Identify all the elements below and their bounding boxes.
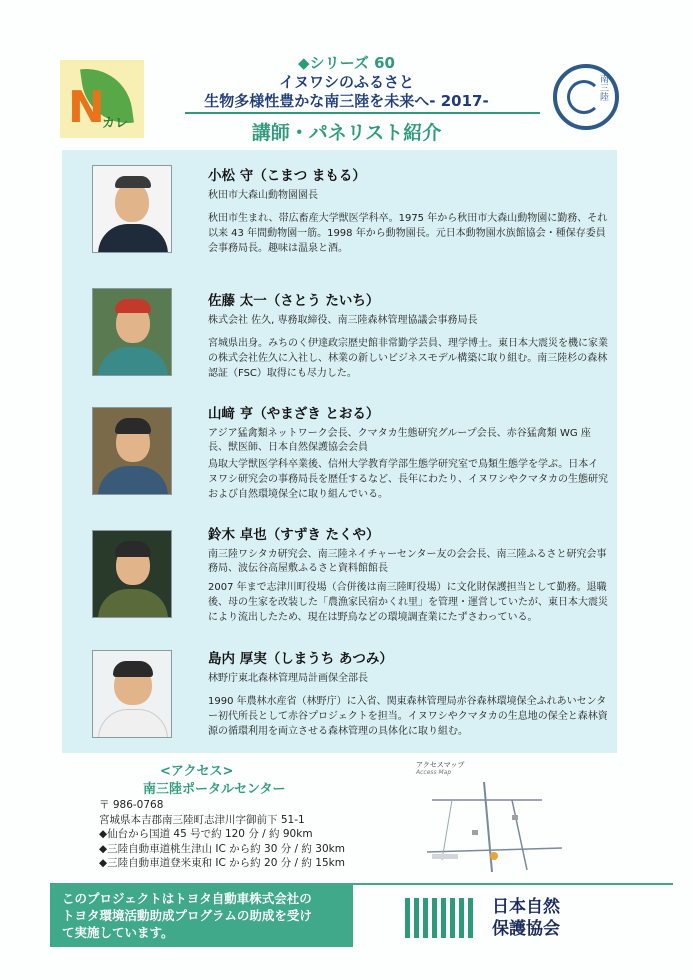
- series-label: [0, 52, 693, 73]
- address: 宮城県本吉郡南三陸町志津川字御前下 51-1: [99, 813, 305, 826]
- title-divider: [185, 112, 540, 114]
- nacs-logo-bars: [405, 898, 485, 938]
- speaker-title: アジア猛禽類ネットワーク会長、クマタカ生態研究グループ会長、赤谷猛禽類 WG 座長、獣医師、日本自然保護協会会員: [208, 428, 591, 453]
- speaker-title: 株式会社 佐久, 専務取締役、南三陸森林管理協議会事務局長: [208, 315, 478, 326]
- series-text: シリーズ 60: [309, 54, 395, 72]
- route-line: ◆三陸自動車道登米東和 IC から約 20 分 / 約 15km: [99, 857, 345, 869]
- section-title: 講師・パネリスト紹介: [251, 122, 442, 144]
- speaker-name: 鈴木 卓也（すずき たくや）: [208, 527, 380, 543]
- speaker-bio: 鳥取大学獣医学科卒業後、信州大学教育学部生態学研究室で鳥類生態学を学ぶ。日本イヌワシ研究会の事務局長を歴任するなど、長年にわたり、イヌワシやクマタカの生態研究および自然環境保全に取り組んでいる。: [208, 459, 608, 500]
- sponsor-line: トヨタ環境活動助成プログラムの助成を受け: [62, 908, 312, 923]
- speaker-title: 林野庁東北森林管理局計画保全部長: [208, 673, 368, 684]
- sponsor-line: て実施しています。: [62, 925, 174, 940]
- diamond-icon: ◆: [298, 54, 310, 72]
- sponsor-line: このプロジェクトはトヨタ自動車株式会社の: [62, 891, 312, 906]
- speaker-title: 南三陸ワシタカ研究会、南三陸ネイチャーセンター友の会会長、南三陸ふるさと研究会事務局、波伝谷高屋敷ふるさと資料館館長: [208, 549, 607, 574]
- sponsor-text: [62, 890, 352, 941]
- postal-code: 〒 986-0768: [99, 799, 164, 811]
- speaker-name: 小松 守（こまつ まもる）: [208, 168, 366, 184]
- title-line-1: イヌワシのふるさと: [278, 73, 414, 91]
- partner-logo-text: 南三陸: [598, 74, 608, 101]
- org-name-line: 日本自然: [492, 897, 560, 917]
- speaker-bio: 2007 年まで志津川町役場（合併後は南三陸町役場）に文化財保護担当として勤務。退職後、母の生家を改装した「農漁家民宿かくれ里」を管理・運営していたが、東日本大震災により流出したため、現在は野鳥などの環境調査業にたずさわっている。: [208, 582, 608, 623]
- speaker-bio: 秋田市生まれ、帯広畜産大学獣医学科卒。1975 年から秋田市大森山動物園に勤務、それ以来 43 年間動物園一筋。1998 年から動物園長。元日本動物園水族館協会・種保存委員会事務局長。趣味は温泉と酒。: [208, 213, 608, 254]
- speaker-photo: [92, 650, 172, 738]
- access-center-name: 南三陸ポータルセンター: [143, 782, 286, 797]
- speaker-photo: [92, 530, 172, 618]
- speaker-photo: [92, 407, 172, 495]
- speaker-bio: 宮城県出身。みちのく伊達政宗歴史館非常勤学芸員、理学博士。東日本大震災を機に家業の株式会社佐久に入社し、林業の新しいビジネスモデル構築に取り組む。南三陸杉の森林認証（FSC）取得にも尽力した。: [208, 338, 608, 379]
- route-line: ◆仙台から国道 45 号で約 120 分 / 約 90km: [99, 828, 313, 840]
- speakers-panel: [62, 150, 617, 753]
- logo-letter: N: [68, 82, 105, 133]
- nacs-logo-text: [492, 896, 560, 940]
- access-details: [99, 798, 345, 871]
- org-name-line: 保護協会: [492, 919, 560, 939]
- speaker-name: 佐藤 太一（さとう たいち）: [208, 293, 380, 309]
- speaker-name: 山﨑 亨（やまざき とおる）: [208, 406, 380, 422]
- access-map: [412, 760, 568, 875]
- speaker-name: 島内 厚実（しまうち あつみ）: [208, 651, 393, 667]
- map-subtitle: Access Map: [416, 769, 452, 776]
- access-heading: <アクセス>: [160, 764, 234, 779]
- logo-word: カレ: [102, 116, 129, 131]
- speaker-photo: [92, 165, 172, 253]
- speaker-photo: [92, 288, 172, 376]
- route-line: ◆三陸自動車道桃生津山 IC から約 30 分 / 約 30km: [99, 842, 345, 855]
- map-title: アクセスマップ: [416, 761, 465, 769]
- map-drawing: [412, 760, 568, 875]
- title-line-2: 生物多様性豊かな南三陸を未来へ- 2017-: [204, 92, 489, 110]
- speaker-title: 秋田市大森山動物園園長: [208, 190, 318, 201]
- speaker-bio: 1990 年農林水産省（林野庁）に入省、関東森林管理局赤谷森林環境保全ふれあいセンター初代所長として赤谷プロジェクトを担当。イヌワシやクマタカの生息地の保全と森林資源の循環利用を両立させる森林管理の具体化に取り組む。: [208, 696, 608, 737]
